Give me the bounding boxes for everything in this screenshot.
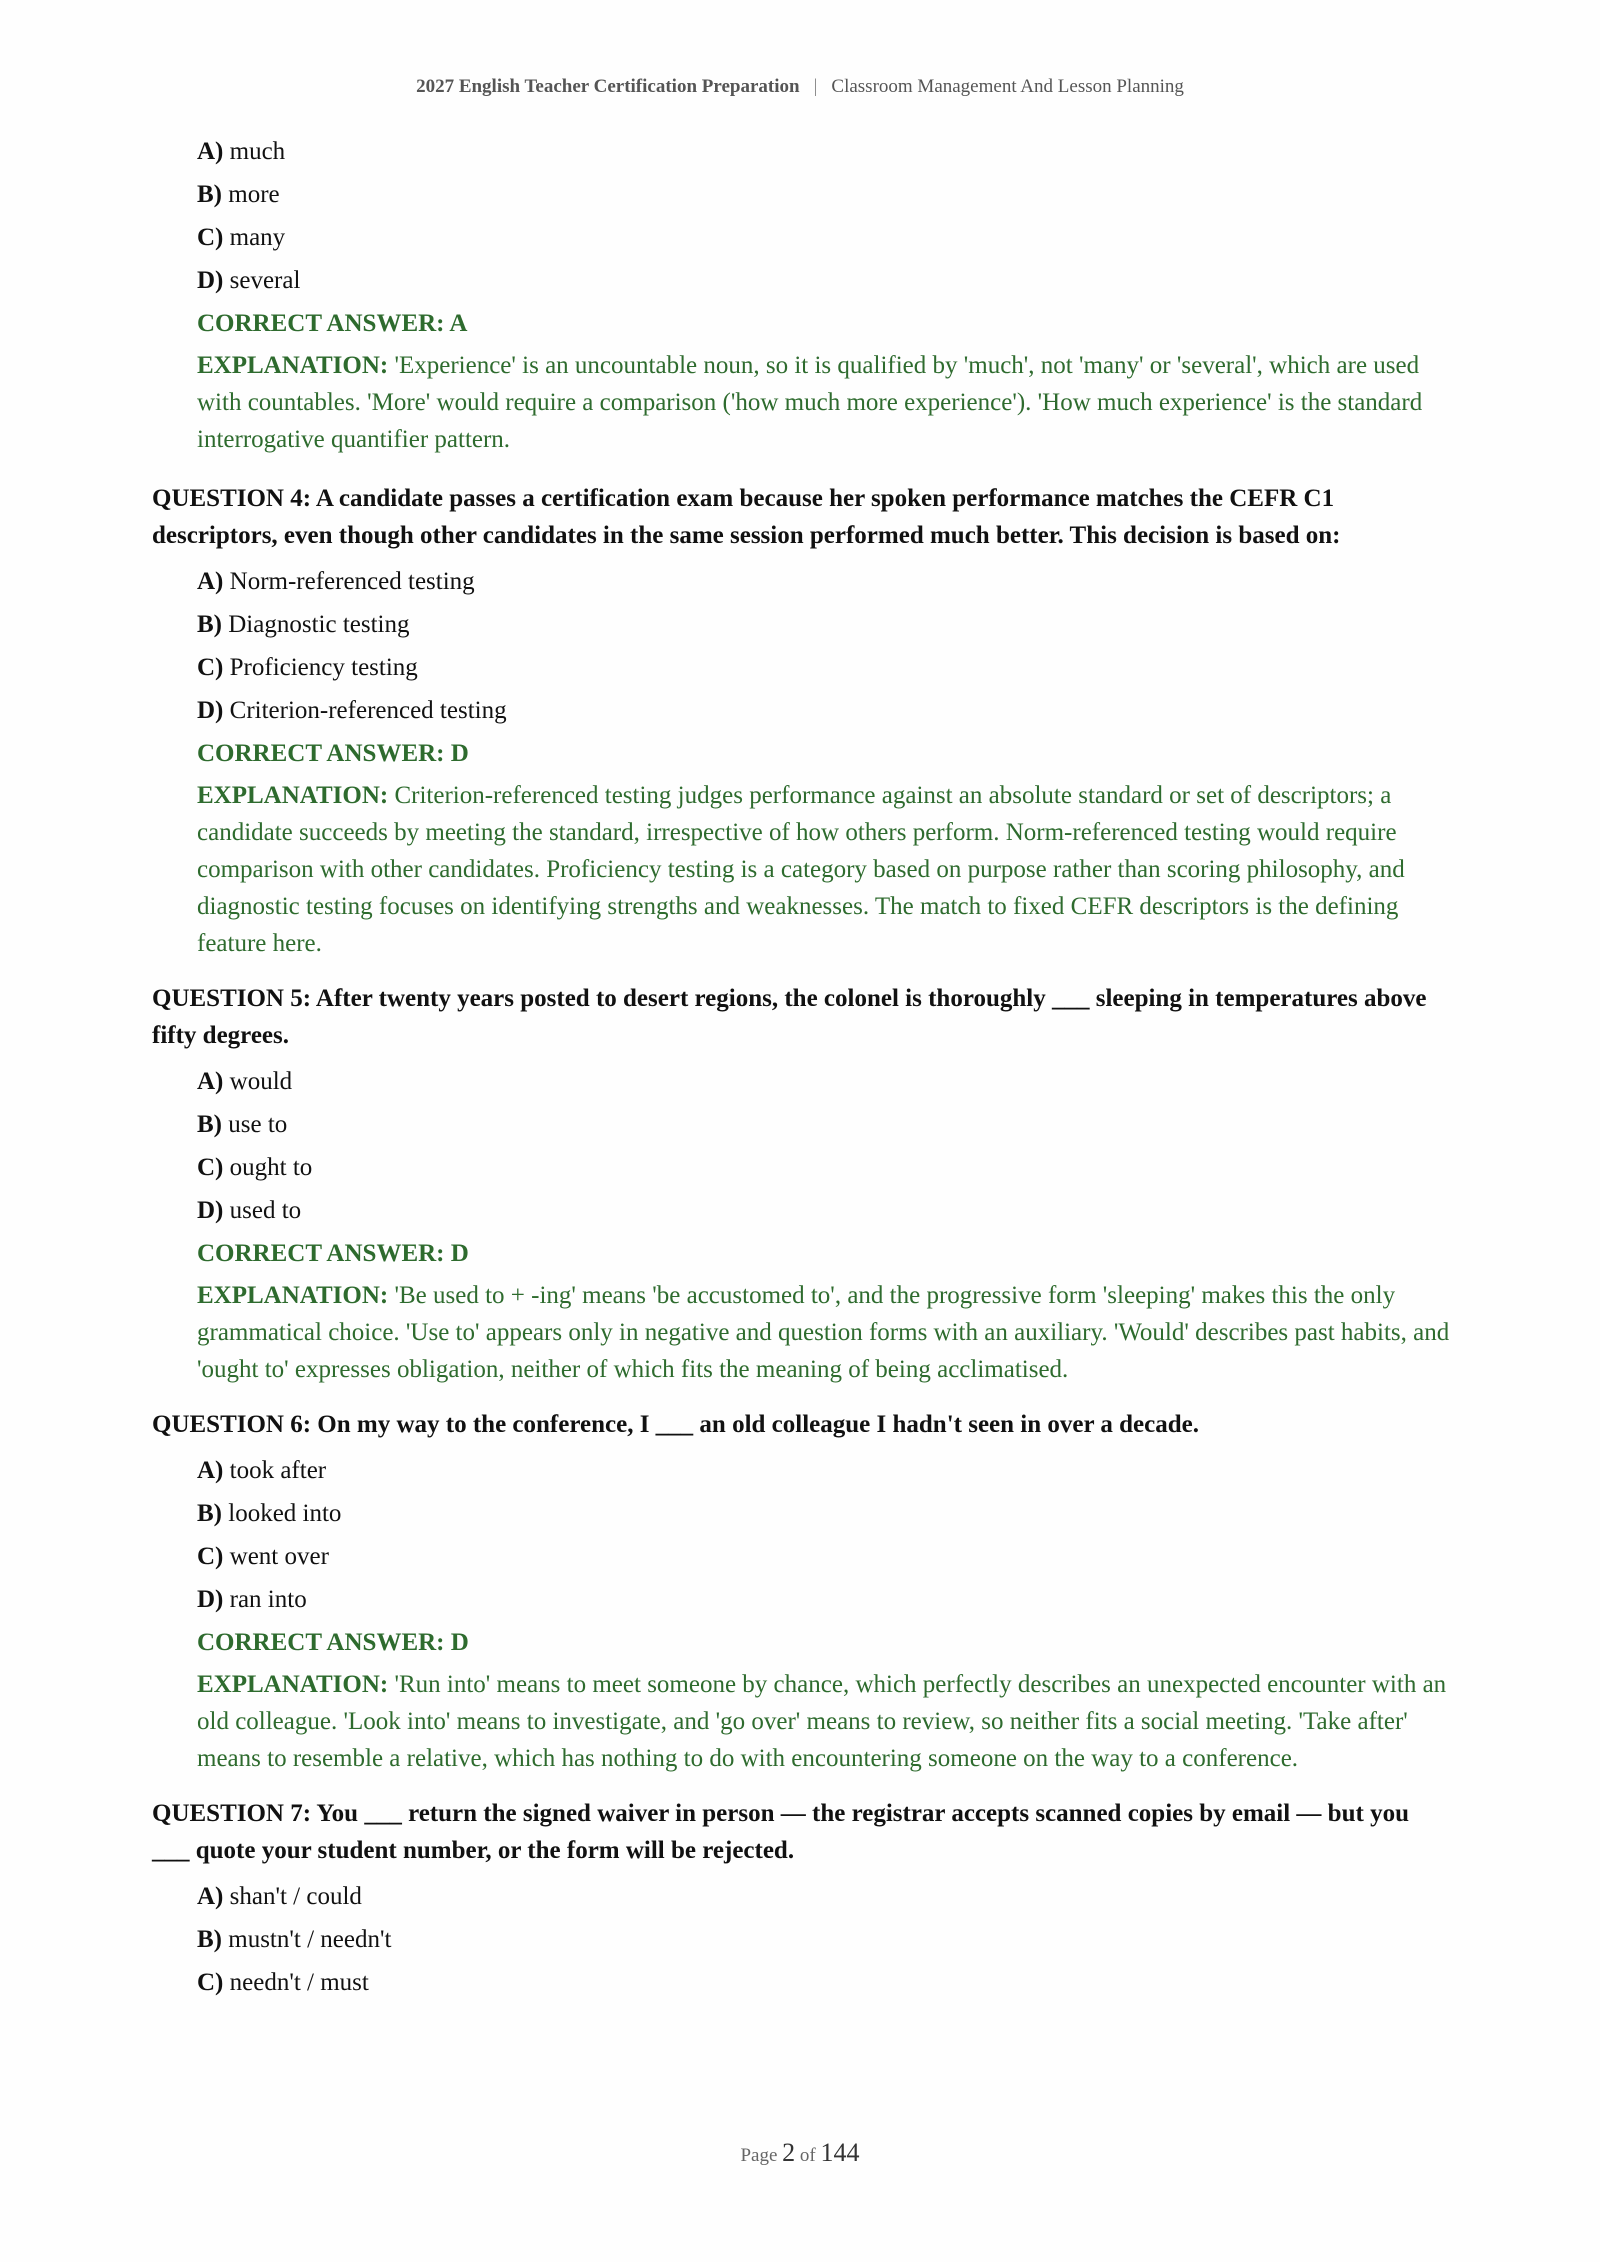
- correct-answer: CORRECT ANSWER: A: [197, 310, 468, 337]
- total-pages: 144: [820, 2138, 860, 2167]
- option-b: B) Diagnostic testing: [197, 611, 410, 638]
- document-subtitle: Classroom Management And Lesson Planning: [831, 76, 1184, 97]
- correct-answer: CORRECT ANSWER: D: [197, 1240, 469, 1267]
- page-header: [0, 76, 1600, 98]
- answer-options: [197, 130, 1452, 302]
- option-a: A) much: [197, 138, 286, 165]
- option-d: D) used to: [197, 1197, 302, 1224]
- question-7: [152, 1795, 1452, 2004]
- page-footer: [0, 2138, 1600, 2168]
- explanation: EXPLANATION: Criterion-referenced testing judges performance against an absolute standard or set of descriptors; a candidate succeeds by meeting the standard, irrespective of how others perform. Norm-referenced testing would require comparison with other candidates. Proficiency testing is a category based on purpose rather than scoring philosophy, and diagnostic testing focuses on identifying strengths and weaknesses. The match to fixed CEFR descriptors is the defining feature here.: [197, 782, 1405, 957]
- option-b: B) use to: [197, 1111, 288, 1138]
- question-text: QUESTION 4: A candidate passes a certification exam because her spoken performance matches the CEFR C1 descriptors, even though other candidates in the same session performed much better. This decision is based on:: [152, 485, 1341, 549]
- answer-options: [197, 1060, 1452, 1232]
- of-label: of: [799, 2145, 816, 2166]
- option-b: B) looked into: [197, 1500, 342, 1527]
- explanation: EXPLANATION: 'Run into' means to meet someone by chance, which perfectly describes an unexpected encounter with an old colleague. 'Look into' means to investigate, and 'go over' means to review, so neither fits a social meeting. 'Take after' means to resemble a relative, which has nothing to do with encountering someone on the way to a conference.: [197, 1671, 1447, 1772]
- option-b: B) mustn't / needn't: [197, 1926, 392, 1953]
- option-a: A) would: [197, 1068, 293, 1095]
- option-a: A) Norm-referenced testing: [197, 568, 475, 595]
- header-separator: |: [813, 76, 818, 97]
- question-3-continued: [152, 130, 1452, 458]
- answer-options: [197, 1875, 1452, 2004]
- answer-options: [197, 560, 1452, 732]
- document-title: 2027 English Teacher Certification Preparation: [416, 76, 800, 97]
- question-6: [152, 1406, 1452, 1777]
- option-d: D) ran into: [197, 1586, 307, 1613]
- option-c: C) needn't / must: [197, 1969, 369, 1996]
- option-a: A) took after: [197, 1457, 327, 1484]
- option-c: C) ought to: [197, 1154, 313, 1181]
- explanation: EXPLANATION: 'Experience' is an uncountable noun, so it is qualified by 'much', not 'many' or 'several', which are used with countables. 'More' would require a comparison ('how much more experience'). 'How much experience' is the standard interrogative quantifier pattern.: [197, 352, 1423, 453]
- question-text: QUESTION 6: On my way to the conference, I ___ an old colleague I hadn't seen in over a decade.: [152, 1411, 1199, 1438]
- page-content: [152, 130, 1452, 2004]
- option-d: D) several: [197, 267, 301, 294]
- page-number: 2: [782, 2138, 796, 2167]
- option-c: C) many: [197, 224, 286, 251]
- question-5: [152, 980, 1452, 1388]
- explanation: EXPLANATION: 'Be used to + -ing' means 'be accustomed to', and the progressive form 'sleeping' makes this the only grammatical choice. 'Use to' appears only in negative and question forms with an auxiliary. 'Would' describes past habits, and 'ought to' expresses obligation, neither of which fits the meaning of being acclimatised.: [197, 1282, 1450, 1383]
- answer-options: [197, 1449, 1452, 1621]
- question-text: QUESTION 7: You ___ return the signed waiver in person — the registrar accepts scanned copies by email — but you ___ quote your student number, or the form will be rejected.: [152, 1800, 1409, 1864]
- question-4: [152, 480, 1452, 962]
- option-c: C) went over: [197, 1543, 329, 1570]
- correct-answer: CORRECT ANSWER: D: [197, 740, 469, 767]
- option-c: C) Proficiency testing: [197, 654, 418, 681]
- option-a: A) shan't / could: [197, 1883, 362, 1910]
- option-b: B) more: [197, 181, 280, 208]
- page-label: Page: [740, 2145, 778, 2166]
- option-d: D) Criterion-referenced testing: [197, 697, 507, 724]
- correct-answer: CORRECT ANSWER: D: [197, 1629, 469, 1656]
- question-text: QUESTION 5: After twenty years posted to desert regions, the colonel is thoroughly ___ sleeping in temperatures above fifty degrees.: [152, 985, 1427, 1049]
